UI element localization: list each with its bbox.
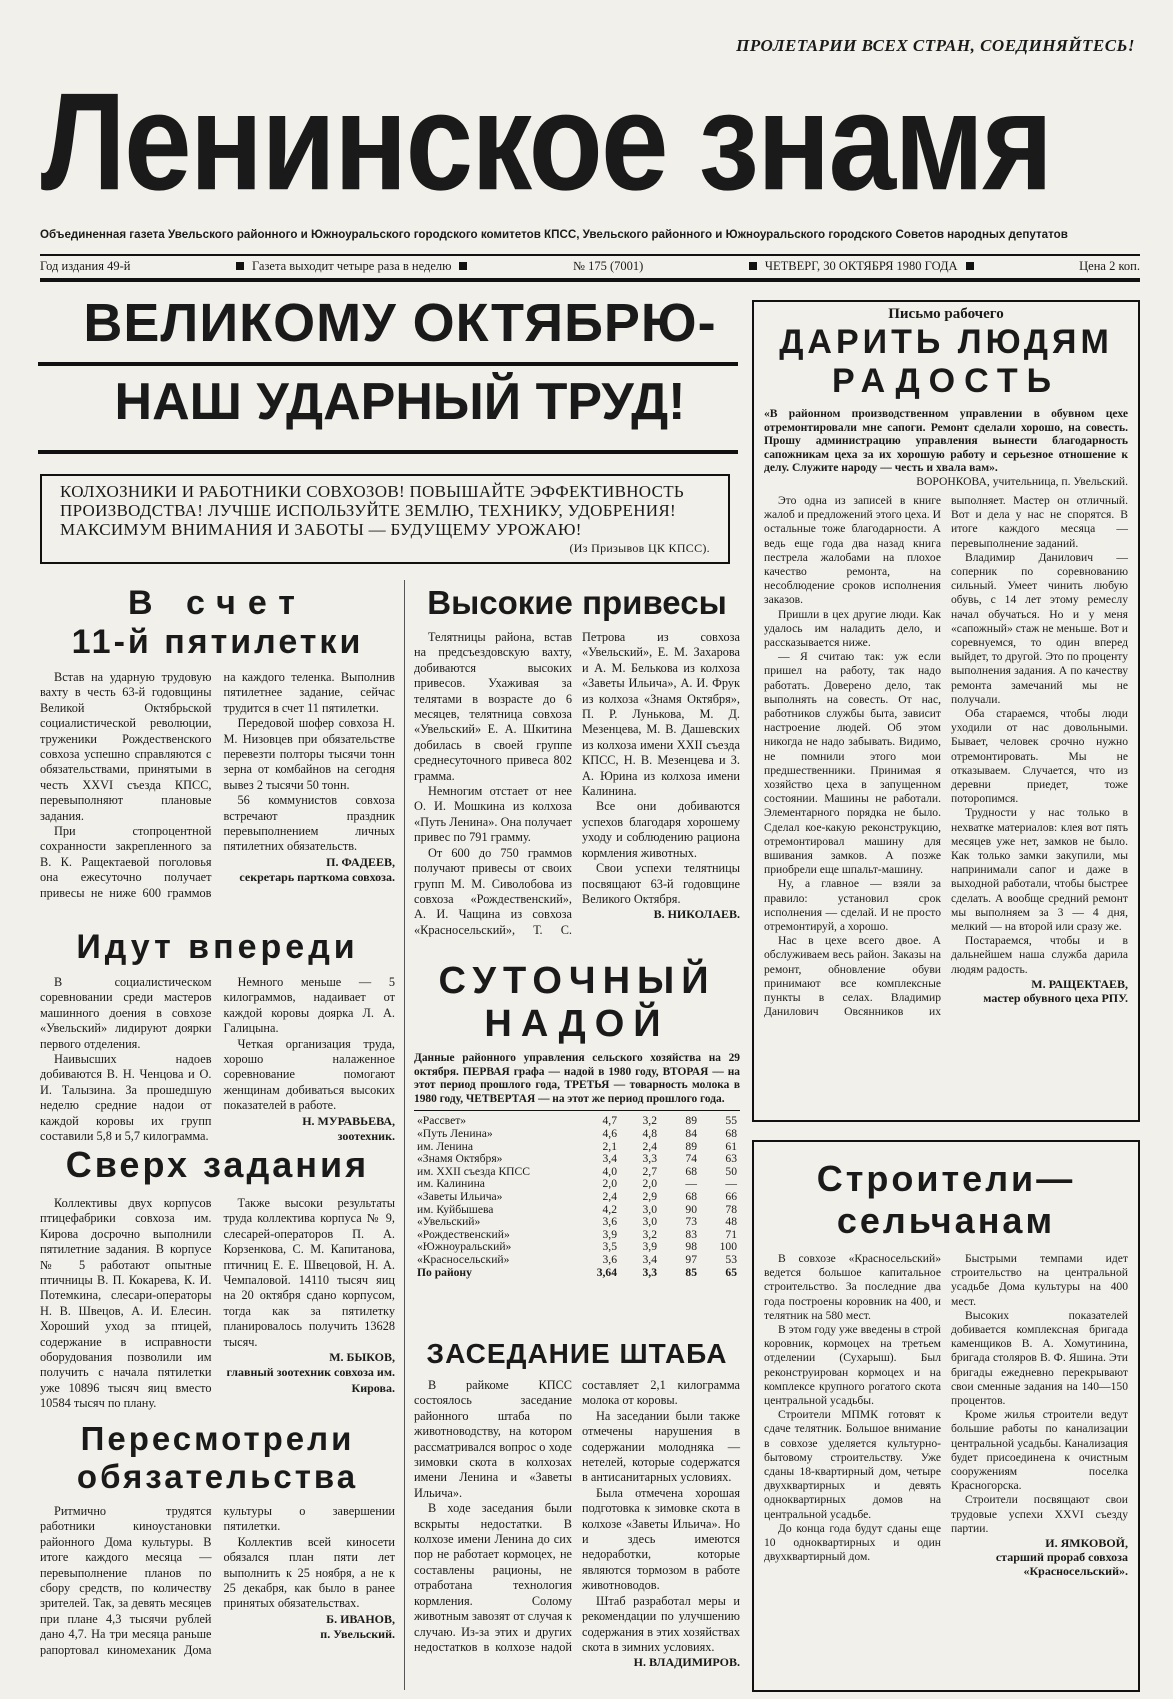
paragraph: Оба стараемся, чтобы люди уходили от нас довольными. Бывает, человек срочно нужно отремонтировать. Мы не отказываем. Случается, что из деревни приедет, тоже поторопимся. xyxy=(951,707,1128,806)
value-cell: 2,4 xyxy=(602,1189,617,1203)
article-title: СУТОЧНЫЙ xyxy=(438,960,716,1002)
paragraph: Штаб разработал меры и рекомендации по улучшению содержания в этих хозяйствах скота в зимних условиях. xyxy=(582,1593,740,1654)
article-title: Идут впереди xyxy=(76,928,359,966)
farm-name-cell: им. XXII съезда КПСС xyxy=(417,1164,531,1178)
paragraph: Пришли в цех другие люди. Как удалось им наладить дело, и рассказывается ниже. xyxy=(764,607,941,649)
article-title: Строители— xyxy=(816,1158,1076,1199)
price: Цена 2 коп. xyxy=(1079,259,1140,273)
value-cell: 3,2 xyxy=(642,1114,657,1128)
table-intro: Данные районного управления сельского хозяйства на 29 октября. ПЕРВАЯ графа — надой в 1980 году, ВТОРАЯ — на этот период прошлого года, ТРЕТЬЯ — товарность молока в 1980 году, ЧЕТВЕРТАЯ — на этот же период прошлого года. xyxy=(414,1052,740,1105)
value-cell: 3,2 xyxy=(642,1227,657,1241)
paragraph: Ну, а главное — взяли за правило: установил срок исполнения — сделай. И не просто отремонтируй, а хорошо. xyxy=(764,877,941,934)
value-cell: 53 xyxy=(725,1252,737,1266)
value-cell: 3,9 xyxy=(602,1227,617,1241)
signature: И. ЯМКОВОЙ, xyxy=(1045,1536,1128,1551)
article-sutochnyi-nadoy xyxy=(414,960,740,1279)
table-row xyxy=(414,1267,740,1280)
value-cell: 78 xyxy=(725,1202,737,1216)
farm-name-cell: «Увельский» xyxy=(417,1215,481,1229)
paragraph: Строители МПМК готовят к сдаче телятник. Большое внимание в совхозе уделяется культурно-бытовому строительству. Уже сданы 18-квартирный дом, четыре двухквартирных и девять одноквартирных домов на центральной усадьбе. xyxy=(764,1408,941,1521)
paragraph: До конца года будут сданы еще 10 одноквартирных и один двухквартирный дом. xyxy=(764,1521,941,1564)
value-cell: 4,6 xyxy=(602,1126,617,1140)
farm-name-cell: им. Ленина xyxy=(417,1139,474,1153)
value-cell: 3,6 xyxy=(602,1252,617,1266)
value-cell: 3,4 xyxy=(602,1152,617,1166)
signature-title: главный зоотехник совхоза им. Кирова. xyxy=(226,1365,395,1395)
issue-date: ЧЕТВЕРГ, 30 ОКТЯБРЯ 1980 ГОДА xyxy=(764,259,958,273)
article-letter-box xyxy=(752,300,1140,1122)
farm-name-cell: «Южноуральский» xyxy=(417,1240,512,1254)
article-v-schet xyxy=(40,584,395,901)
signature: М. БЫКОВ, xyxy=(329,1350,395,1365)
signature-title: секретарь парткома совхоза. xyxy=(239,870,395,885)
banner-rule-bottom xyxy=(38,450,738,454)
value-cell: 3,4 xyxy=(642,1252,657,1266)
farm-name-cell: им. Калинина xyxy=(417,1177,485,1191)
value-cell: 2,0 xyxy=(642,1177,657,1191)
paragraph: Постараемся, чтобы и в дальнейшем наша служба дарила людям радость. xyxy=(951,934,1128,976)
article-zasedanie-shtaba xyxy=(414,1338,740,1671)
paragraph: В социалистическом соревновании среди мастеров машинного доения в совхозе «Увельский» лидируют доярки первого отделения. xyxy=(40,975,212,1051)
quote-signature: ВОРОНКОВА, учительница, п. Увельский. xyxy=(916,474,1128,488)
table-row xyxy=(414,1191,740,1204)
paragraph: Свои успехи телятницы посвящают 63-й годовщине Великого Октября. xyxy=(582,861,740,906)
table-row xyxy=(414,1128,740,1141)
article-title: В счет xyxy=(128,584,307,622)
table-row xyxy=(414,1153,740,1166)
value-cell: 50 xyxy=(725,1164,737,1178)
article-sverh-zadaniya xyxy=(40,1144,395,1412)
value-cell: 89 xyxy=(685,1114,697,1128)
article-kicker: Письмо рабочего xyxy=(888,306,1004,322)
frequency: Газета выходит четыре раза в неделю xyxy=(252,259,452,273)
paragraph: Ритмично трудятся работники киноустановки районного Дома культуры. В итоге каждого месяца — перевыполнение планов по сбору средств, по количеству зрителей. Так, за девять месяцев при плане 4,3 тысячи рублей дано 4,7. На три месяца раньше рапортовал киномеханик Дома культуры о завершении пятилетки. xyxy=(40,1504,395,1657)
banner-rule xyxy=(38,362,738,366)
value-cell: 4,2 xyxy=(602,1202,617,1216)
value-cell: 74 xyxy=(685,1152,697,1166)
value-cell: 3,0 xyxy=(642,1202,657,1216)
value-cell: 3,5 xyxy=(602,1240,617,1254)
paragraph: Быстрыми темпами идет строительство на центральной усадьбе Дома культуры на 400 мест. xyxy=(951,1252,1128,1308)
farm-name-cell: «Знамя Октября» xyxy=(417,1152,503,1166)
value-cell: 97 xyxy=(685,1252,697,1266)
slogan-text: КОЛХОЗНИКИ И РАБОТНИКИ СОВХОЗОВ! ПОВЫШАЙТЕ ЭФФЕКТИВНОСТЬ ПРОИЗВОДСТВА! ЛУЧШЕ ИСПОЛЬЗУЙТЕ ЗЕМЛЮ, ТЕХНИКУ, УДОБРЕНИЯ! МАКСИМУМ ВНИМАНИЯ И ЗАБОТЫ — БУДУЩЕМУ УРОЖАЮ! xyxy=(60,482,684,539)
value-cell: 2,4 xyxy=(642,1139,657,1153)
value-cell: 2,9 xyxy=(642,1189,657,1203)
value-cell: 2,1 xyxy=(602,1139,617,1153)
slogan-box xyxy=(40,474,730,564)
paragraph: Высоких показателей добивается комплексная бригада каменщиков В. А. Хомутинина, бригада столяров В. Ф. Яшина. Эти бригады ежедневно перекрывают свои сменные задания на 140—150 процентов. xyxy=(951,1308,1128,1408)
paragraph: В этом году уже введены в строй коровник, кормоцех на третьем отделении (Сухарыш). Был реконструирован кормоцех и на комплексе крупного рогатого скота центральной усадьбы. xyxy=(764,1323,941,1408)
value-cell: 65 xyxy=(725,1265,737,1279)
paragraph: В совхозе «Красносельский» ведется большое капитальное строительство. За последние два года построены коровник на 400, и телятник на 580 мест. xyxy=(764,1252,941,1322)
signature-title: мастер обувного цеха РПУ. xyxy=(983,991,1128,1006)
article-stroiteli-box xyxy=(752,1140,1140,1692)
value-cell: 84 xyxy=(685,1126,697,1140)
value-cell: 3,64 xyxy=(596,1265,617,1279)
farm-name-cell: «Путь Ленина» xyxy=(417,1126,493,1140)
paragraph: Это одна из записей в книге жалоб и предложений этого цеха. И остальные тоже благодарности. А ведь еще года два назад книга пестрела жалобами на плохое качество ремонта, на несоблюдение сроков исполнения заказов. xyxy=(764,493,941,607)
value-cell: 90 xyxy=(685,1202,697,1216)
value-cell: — xyxy=(685,1177,697,1191)
value-cell: 68 xyxy=(685,1164,697,1178)
publication-year: Год издания 49-й xyxy=(40,259,131,273)
value-cell: 3,3 xyxy=(642,1152,657,1166)
value-cell: 55 xyxy=(725,1114,737,1128)
value-cell: 85 xyxy=(685,1265,697,1279)
farm-name-cell: им. Куйбышева xyxy=(417,1202,494,1216)
value-cell: 4,8 xyxy=(642,1126,657,1140)
value-cell: 4,0 xyxy=(602,1164,617,1178)
milk-yield-table xyxy=(414,1115,740,1279)
paragraph: Строители посвящают свои трудовые успехи XXVI съезду партии. xyxy=(951,1493,1128,1535)
paragraph: Наивысших надоев добиваются В. Н. Ченцова и О. И. Талызина. За прошедшую неделю средние надои от каждой коровы их групп составили 5,8 и 5,7 килограмма. xyxy=(40,1052,212,1144)
paragraph: 56 коммунистов совхоза встречают праздник перевыполнением личных пятилетних обязательств. xyxy=(223,793,395,854)
value-cell: 48 xyxy=(725,1215,737,1229)
signature-title: зоотехник. xyxy=(337,1129,395,1144)
signature: Н. ВЛАДИМИРОВ. xyxy=(633,1655,740,1670)
farm-name-cell: «Красносельский» xyxy=(417,1252,510,1266)
value-cell: 63 xyxy=(725,1152,737,1166)
article-title: РАДОСТЬ xyxy=(831,362,1061,400)
value-cell: 66 xyxy=(725,1189,737,1203)
signature: В. НИКОЛАЕВ. xyxy=(653,907,740,922)
paragraph: Коллективы двух корпусов птицефабрики совхоза им. Кирова досрочно выполнили пятилетние задания. В корпусе № 5 работают опытные птичницы В. П. Кокарева, К. И. Потемкина, слесари-операторы Н. В. Швецов, А. И. Елесин. Хороший уход за птицей, содержание в исправности оборудования позволили им получить с начала пятилетки уже 10896 тысяч яиц вместо 10584 тысяч по плану. xyxy=(40,1196,212,1411)
paragraph: — Я считаю так: уж если пришел на работу, так надо работать. Доверено дело, так выполнять на совесть. От нас, работников службы быта, зависит настроение людей. Об этом никогда не надо забывать. Видимо, не помнили этого мои предшественники. Принимая я хозяйство цеха в запущенном состоянии. Машины не работали. Элементарного порядка не было. Сделал кое-какую реконструкцию, отремонтировал машину для вшивания замков. А позже приобрели еще шпальт-машину. xyxy=(764,650,941,877)
value-cell: 61 xyxy=(725,1139,737,1153)
signature-title: п. Увельский. xyxy=(320,1627,395,1642)
signature: П. ФАДЕЕВ, xyxy=(326,854,395,869)
value-cell: 2,0 xyxy=(602,1177,617,1191)
column-divider xyxy=(404,580,405,1690)
banner-line-1: ВЕЛИКОМУ ОКТЯБРЮ- xyxy=(83,293,717,353)
farm-name-cell: «Заветы Ильича» xyxy=(417,1189,503,1203)
value-cell: 73 xyxy=(685,1215,697,1229)
value-cell: — xyxy=(725,1177,737,1191)
farm-name-cell: «Рождественский» xyxy=(417,1227,510,1241)
paragraph: В ходе заседания были вскрыты недостатки. В колхозе имени Ленина до сих пор не работает кормоцех, не составлены рационы, не отработана технология кормления. Солому животным завозят от случая к случаю. Из-за этих и других недостатков в колхозе надой составляет 2,1 килограмма молока от коровы. xyxy=(414,1378,740,1654)
reader-quote: «В районном производственном управлении в обувном цехе отремонтировали мне сапоги. Ремонт сделали хорошо, на совесть. Прошу администрацию управления вынести благодарность сапожникам цеха за их хорошую работу и серьезное отношение к делу. Служите народу — честь и хвала вам». xyxy=(764,407,1128,475)
slogan-source: (Из Призывов ЦК КПСС). xyxy=(569,541,710,555)
paragraph: Встав на ударную трудовую вахту в честь 63-й годовщины Великой Октябрьской социалистической революции, труженики Рождественского совхоза успешно справляются с обязательствами, принятыми в честь XXVI съезда КПСС, перевыполняют плановые задания. xyxy=(40,670,212,823)
paragraph: Телятницы района, встав на предсъездовскую вахту, добиваются высоких привесов. Ухаживая за телятами в возрасте до 6 месяцев, телятница совхоза «Увельский» Е. А. Шкитина добилась в своей группе среднесуточного привеса 802 грамма. xyxy=(414,630,572,783)
value-cell: 3,6 xyxy=(602,1215,617,1229)
article-title: ДАРИТЬ ЛЮДЯМ xyxy=(779,323,1113,361)
table-row xyxy=(414,1216,740,1229)
paragraph: Владимир Данилович — соперник по соревнованию сильный. Умеет чинить любую обувь, с 14 лет этому ремеслу начал обучаться. Но и у меня «сапожный» стаж не меньше. Вот и соревнуемся, то один вперед выйдет, то другой. Это по проценту выполнения задания. А по качеству ремонта замечаний мы не получали. xyxy=(951,550,1128,706)
article-title: Сверх задания xyxy=(65,1144,370,1185)
paragraph: Коллектив всей киносети обязался план пяти лет выполнить к 25 ноября, а не к 25 декабря, как было в ранее принятых обязательствах. xyxy=(223,1534,395,1611)
article-title: Пересмотрели xyxy=(80,1420,355,1457)
article-title: 11-й пятилетки xyxy=(71,623,364,661)
value-cell: 71 xyxy=(725,1227,737,1241)
article-title: НАДОЙ xyxy=(484,1003,670,1045)
paragraph: Кроме жилья строители ведут большие работы по канализации центральной усадьбы. Канализация будет присоединена к очистным сооружениям поселка Красногорска. xyxy=(951,1408,1128,1493)
article-title: обязательства xyxy=(76,1458,359,1495)
value-cell: 3,3 xyxy=(642,1265,657,1279)
paragraph: Все они добиваются успехов благодаря хорошему уходу и соблюдению рациона кормления животных. xyxy=(582,799,740,860)
issue-info-bar xyxy=(40,254,1140,282)
article-title: Высокие привесы xyxy=(427,584,727,621)
farm-name-cell: «Рассвет» xyxy=(417,1114,467,1128)
article-idut-vperedi xyxy=(40,928,395,1144)
paragraph: Нас в цехе всего двое. А обслуживаем весь район. Заказы на ремонт, обновление обуви принимают все комплексные пункты в селах. Владимир Данилович Овсянников их выполняет. Мастер он отличный. Вот и дела у нас не спорятся. В итоге каждого месяца — перевыполнение заданий. xyxy=(764,493,1128,1019)
paragraph: Немного меньше — 5 килограммов, надаивает от каждой коровы доярка Л. А. Галицына. xyxy=(223,975,395,1036)
value-cell: 83 xyxy=(685,1227,697,1241)
table-row xyxy=(414,1254,740,1267)
signature-title: старший прораб совхоза «Красносельский». xyxy=(995,1550,1128,1579)
paragraph: На заседании были также отмечены нарушения в содержании молодняка — нетелей, которые содержатся в антисанитарных условиях. xyxy=(582,1408,740,1485)
value-cell: 68 xyxy=(685,1189,697,1203)
farm-name-cell: По району xyxy=(417,1265,472,1279)
value-cell: 89 xyxy=(685,1139,697,1153)
signature: М. РАЩЕКТАЕВ, xyxy=(1031,976,1128,991)
masthead-motto: ПРОЛЕТАРИИ ВСЕХ СТРАН, СОЕДИНЯЙТЕСЬ! xyxy=(736,36,1135,55)
article-vysokie-privesy xyxy=(414,584,740,938)
banner-line-2: НАШ УДАРНЫЙ ТРУД! xyxy=(114,373,686,431)
value-cell: 98 xyxy=(685,1240,697,1254)
value-cell: 2,7 xyxy=(642,1164,657,1178)
signature: Н. МУРАВЬЕВА, xyxy=(302,1113,395,1128)
value-cell: 100 xyxy=(719,1240,737,1254)
newspaper-title: Ленинское знамя xyxy=(40,64,1052,219)
paragraph: Была отмечена хорошая подготовка к зимовке скота в колхозе «Заветы Ильича». Но и здесь имеются недоработки, которые являются тормозом в работе животноводов. xyxy=(582,1485,740,1593)
article-peresmotreli xyxy=(40,1420,395,1658)
paragraph: Трудности у нас только в нехватке материалов: клея вот пять месяцев уже нет, замков не было. Как только замки закупили, мы напринимали сапог и даже в выходной работали, чтобы быстрее сделать. А вообще средний ремонт мы выполняем за 3 — 4 дня, мелкий — на второй или сразу же. xyxy=(951,806,1128,934)
value-cell: 3,0 xyxy=(642,1215,657,1229)
paragraph: От 600 до 750 граммов получают привесы от своих групп М. М. Сиволобова из совхоза «Рождественский», А. И. Чащина из совхоза «Красносельский», Т. С. Петрова из совхоза «Увельский», Е. М. Захарова и А. М. Белькова из колхоза «Заветы Ильича», А. И. Фрук из колхоза «Знамя Октября», П. Р. Лунькова, М. Д. Мезенцева, М. В. Дашевских из колхоза имени XXII съезда КПСС, Н. В. Мезенцева и З. А. Юрина из колхоза имени Калинина. xyxy=(414,630,740,937)
article-title: сельчанам xyxy=(836,1200,1056,1241)
value-cell: 4,7 xyxy=(602,1114,617,1128)
masthead-subtitle: Объединенная газета Увельского районного и Южноуральского городского комитетов КПСС, Увельского районного и Южноуральского городского Советов народных депутатов xyxy=(40,228,1068,241)
paragraph: При стопроцентной сохранности закрепленного за В. К. Ращектаевой поголовья она ежесуточно получает привесы не ниже 600 граммов на каждого теленка. Выполнив пятилетнее задание, сейчас трудится в счет 11 пятилетки. xyxy=(40,670,395,900)
paragraph: В райкоме КПСС состоялось заседание районного штаба по животноводству, на котором рассматривался вопрос о ходе зимовки скота в колхозах имени Ленина и «Заветы Ильича». xyxy=(414,1378,572,1500)
article-title: ЗАСЕДАНИЕ ШТАБА xyxy=(426,1338,728,1369)
value-cell: 3,9 xyxy=(642,1240,657,1254)
value-cell: 68 xyxy=(725,1126,737,1140)
paragraph: Четкая организация труда, хорошо налаженное соревнование помогают женщинам добиваться высоких показателей в работе. xyxy=(223,1036,395,1113)
signature: Б. ИВАНОВ, xyxy=(326,1611,395,1626)
paragraph: Передовой шофер совхоза Н. М. Низовцев при обязательстве перевезти полторы тысячи тонн зерна от комбайнов на сегодня вывез 2 тысячи 50 тонн. xyxy=(223,716,395,792)
paragraph: Немногим отстает от нее О. И. Мошкина из колхоза «Путь Ленина». Она получает привес по 791 грамму. xyxy=(414,784,572,845)
paragraph: Также высоки результаты труда коллектива корпуса № 9, слесарей-операторов П. А. Корзенкова, С. М. Капитанова, птичниц Е. Е. Швецовой, Н. А. Чемпаловой. 14110 тысяч яиц на 20 октября сдано корпусом, тогда как за пятилетку планировалось получить 13628 тысяч. xyxy=(223,1196,395,1349)
issue-number: № 175 (7001) xyxy=(573,259,644,273)
